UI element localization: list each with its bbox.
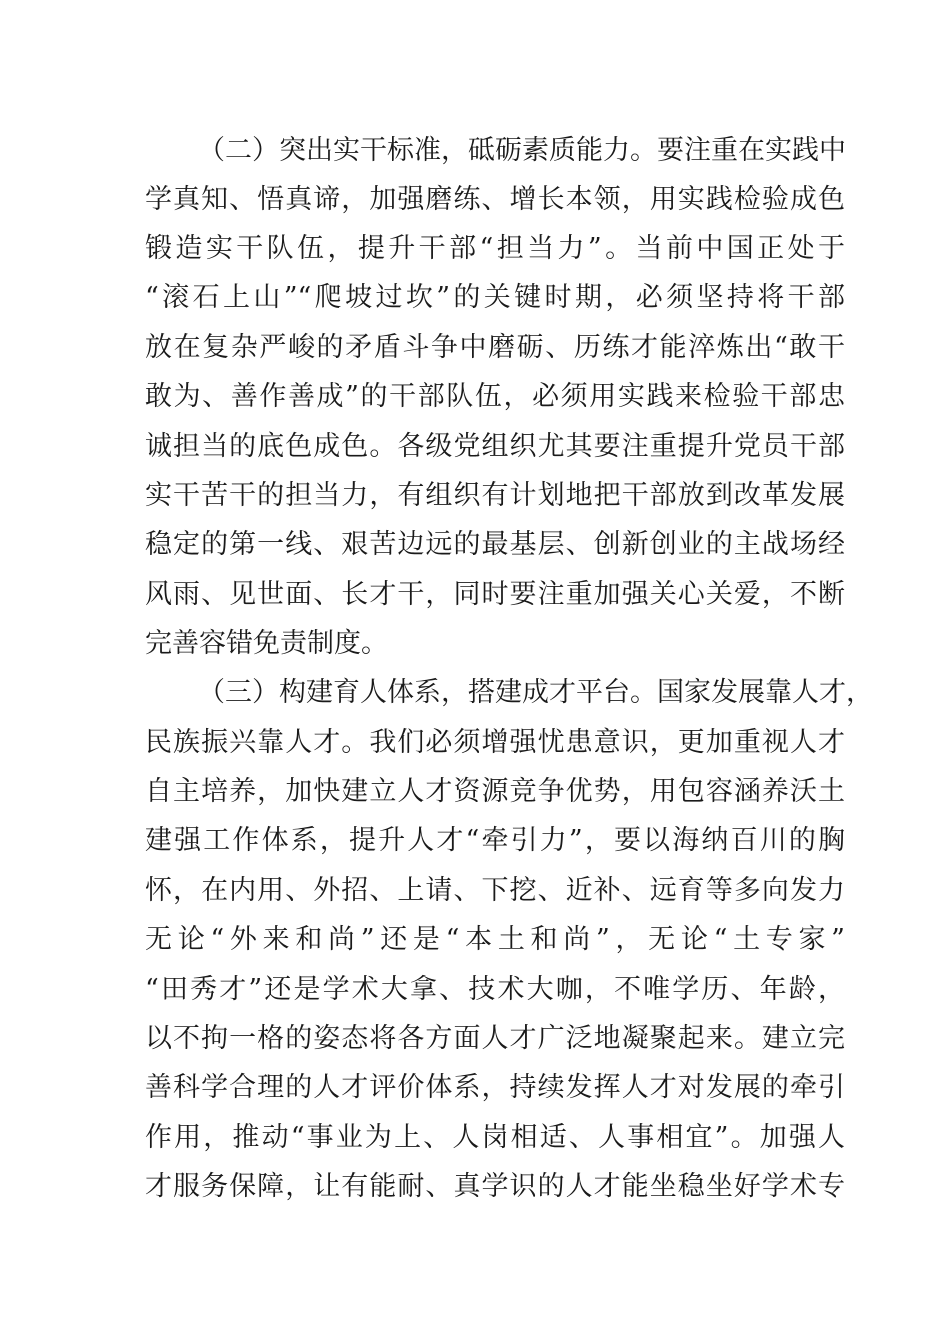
paragraph-3-line-9: 善科学合理的人才评价体系，持续发挥人才对发展的牵引 [145, 1072, 845, 1103]
paragraph-2-line-11: 完善容错免责制度。 [145, 628, 388, 659]
paragraph-3-line-2: 民族振兴靠人才。我们必须增强忧患意识，更加重视人才 [145, 727, 845, 758]
paragraph-3-line-8: 以不拘一格的姿态将各方面人才广泛地凝聚起来。建立完 [145, 1023, 845, 1054]
paragraph-2-line-10: 风雨、见世面、长才干，同时要注重加强关心关爱，不断 [145, 579, 845, 610]
paragraph-3-line-11: 才服务保障，让有能耐、真学识的人才能坐稳坐好学术专 [145, 1171, 845, 1202]
paragraph-2-line-3: 锻造实干队伍，提升干部“担当力”。当前中国正处于 [145, 233, 845, 264]
paragraph-2-line-9: 稳定的第一线、艰苦边远的最基层、创新创业的主战场经 [145, 529, 845, 560]
paragraph-2-line-2: 学真知、悟真谛，加强磨练、增长本领，用实践检验成色 [145, 184, 845, 215]
paragraph-2-line-1: （二）突出实干标准，砥砺素质能力。要注重在实践中 [198, 135, 846, 166]
paragraph-3-line-6: 无论“外来和尚”还是“本土和尚”，无论“土专家” [145, 924, 845, 955]
paragraph-3-line-3: 自主培养，加快建立人才资源竞争优势，用包容涵养沃土 [145, 776, 845, 807]
paragraph-2-line-5: 放在复杂严峻的矛盾斗争中磨砺、历练才能淬炼出“敢干 [145, 332, 845, 363]
paragraph-3-line-1: （三）构建育人体系，搭建成才平台。国家发展靠人才， [198, 677, 873, 708]
paragraph-3-line-7: “田秀才”还是学术大拿、技术大咖，不唯学历、年龄， [145, 974, 845, 1005]
paragraph-2-line-4: “滚石上山”“爬坡过坎”的关键时期，必须坚持将干部 [145, 282, 845, 313]
paragraph-2-line-7: 诚担当的底色成色。各级党组织尤其要注重提升党员干部 [145, 431, 845, 462]
paragraph-3-line-4: 建强工作体系，提升人才“牵引力”，要以海纳百川的胸 [145, 825, 845, 856]
paragraph-3-line-5: 怀，在内用、外招、上请、下挖、近补、远育等多向发力 [145, 875, 845, 906]
paragraph-3-line-10: 作用，推动“事业为上、人岗相适、人事相宜”。加强人 [145, 1122, 845, 1153]
paragraph-2-line-6: 敢为、善作善成”的干部队伍，必须用实践来检验干部忠 [145, 381, 845, 412]
paragraph-2-line-8: 实干苦干的担当力，有组织有计划地把干部放到改革发展 [145, 480, 845, 511]
